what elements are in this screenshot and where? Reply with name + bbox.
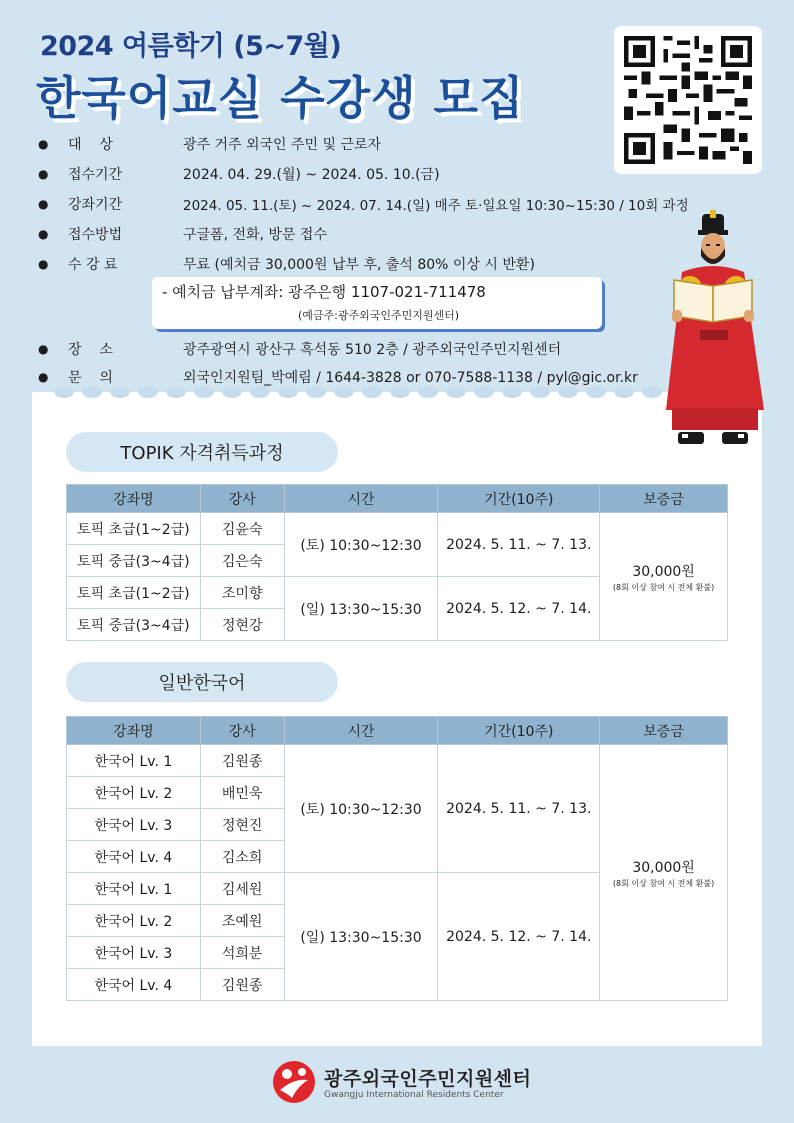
time-cell: (토) 10:30~12:30 bbox=[284, 513, 438, 577]
notebook-holes bbox=[32, 386, 762, 400]
qr-code-icon[interactable] bbox=[614, 26, 762, 174]
info-row-course-period bbox=[38, 194, 689, 214]
info-value: 무료 (예치금 30,000원 납부 후, 출석 80% 이상 시 반환) bbox=[183, 257, 535, 273]
info-row-fee bbox=[38, 254, 535, 274]
info-value: 구글폼, 전화, 방문 접수 bbox=[183, 227, 327, 243]
teacher-cell: 정현진 bbox=[200, 809, 284, 841]
deposit-amount: 30,000원 bbox=[632, 859, 695, 876]
bullet-icon: ● bbox=[38, 370, 49, 384]
column-header: 시간 bbox=[284, 717, 438, 745]
teacher-cell: 정현강 bbox=[200, 609, 284, 641]
table-row bbox=[67, 745, 728, 777]
bullet-icon: ● bbox=[38, 137, 49, 151]
deposit-note: (8회 이상 참여 시 전체 환불) bbox=[612, 582, 715, 592]
course-cell: 한국어 Lv. 2 bbox=[67, 777, 201, 809]
info-label: 수 강 료 bbox=[68, 257, 118, 273]
course-cell: 한국어 Lv. 1 bbox=[67, 873, 201, 905]
teacher-cell: 김은숙 bbox=[200, 545, 284, 577]
course-cell: 한국어 Lv. 3 bbox=[67, 937, 201, 969]
table-row bbox=[67, 513, 728, 545]
info-row-target bbox=[38, 134, 381, 154]
column-header: 기간(10주) bbox=[438, 485, 600, 513]
course-cell: 토픽 중급(3~4급) bbox=[67, 545, 201, 577]
info-row-registration-period bbox=[38, 164, 440, 184]
teacher-cell: 조미향 bbox=[200, 577, 284, 609]
info-label: 강좌기간 bbox=[68, 197, 123, 213]
period-cell: 2024. 5. 11. ~ 7. 13. bbox=[438, 745, 600, 873]
deposit-cell bbox=[600, 745, 728, 1001]
teacher-cell: 김세원 bbox=[200, 873, 284, 905]
general-table bbox=[66, 716, 728, 1001]
period-cell: 2024. 5. 11. ~ 7. 13. bbox=[438, 513, 600, 577]
course-cell: 토픽 초급(1~2급) bbox=[67, 513, 201, 545]
info-label: 접수기간 bbox=[68, 167, 123, 183]
org-name: 광주외국인주민지원센터 bbox=[324, 1068, 532, 1090]
info-label: 문 의 bbox=[68, 370, 113, 386]
column-header: 기간(10주) bbox=[438, 717, 600, 745]
page-title: 한국어교실 수강생 모집 bbox=[36, 71, 525, 125]
teacher-cell: 석희분 bbox=[200, 937, 284, 969]
course-cell: 한국어 Lv. 4 bbox=[67, 841, 201, 873]
column-header: 강사 bbox=[200, 717, 284, 745]
deposit-cell bbox=[600, 513, 728, 641]
teacher-cell: 김원종 bbox=[200, 745, 284, 777]
time-cell: (토) 10:30~12:30 bbox=[284, 745, 438, 873]
info-label: 장 소 bbox=[68, 342, 113, 358]
teacher-cell: 김윤숙 bbox=[200, 513, 284, 545]
info-value: 2024. 04. 29.(월) ~ 2024. 05. 10.(금) bbox=[183, 167, 440, 183]
deposit-amount: 30,000원 bbox=[632, 563, 695, 580]
bullet-icon: ● bbox=[38, 257, 49, 271]
info-value: 2024. 05. 11.(토) ~ 2024. 07. 14.(일) 매주 토·일요일 10:30~15:30 / 10회 과정 bbox=[183, 198, 689, 214]
org-name-en: Gwangju International Residents Center bbox=[324, 1090, 504, 1100]
bullet-icon: ● bbox=[38, 227, 49, 241]
course-cell: 토픽 중급(3~4급) bbox=[67, 609, 201, 641]
teacher-cell: 배민욱 bbox=[200, 777, 284, 809]
topik-section-title: TOPIK 자격취득과정 bbox=[66, 432, 338, 472]
account-line: - 예치금 납부계좌: 광주은행 1107-021-711478 bbox=[162, 283, 486, 301]
column-header: 강사 bbox=[200, 485, 284, 513]
page-subtitle: 2024 여름학기 (5~7월) bbox=[40, 31, 342, 62]
info-value: 광주 거주 외국인 주민 및 근로자 bbox=[183, 137, 382, 153]
course-cell: 토픽 초급(1~2급) bbox=[67, 577, 201, 609]
column-header: 강좌명 bbox=[67, 485, 201, 513]
topik-table bbox=[66, 484, 728, 641]
account-box bbox=[152, 277, 602, 329]
bullet-icon: ● bbox=[38, 197, 49, 211]
info-value: 외국인지원팀_박예림 / 1644-3828 or 070-7588-1138 / pyl@gic.or.kr bbox=[183, 370, 638, 386]
course-cell: 한국어 Lv. 3 bbox=[67, 809, 201, 841]
info-label: 대 상 bbox=[68, 137, 113, 153]
time-cell: (일) 13:30~15:30 bbox=[284, 873, 438, 1001]
info-value: 광주광역시 광산구 흑석동 510 2층 / 광주외국인주민지원센터 bbox=[183, 342, 562, 358]
info-row-contact bbox=[38, 367, 638, 387]
deposit-note: (8회 이상 참여 시 전체 환불) bbox=[612, 878, 715, 888]
column-header: 강좌명 bbox=[67, 717, 201, 745]
info-label: 접수방법 bbox=[68, 227, 123, 243]
teacher-cell: 김원종 bbox=[200, 969, 284, 1001]
bullet-icon: ● bbox=[38, 167, 49, 181]
info-row-registration-method bbox=[38, 224, 327, 244]
account-holder: (예금주:광주외국인주민지원센터) bbox=[298, 309, 460, 322]
info-row-location bbox=[38, 339, 561, 359]
king-illustration-icon bbox=[660, 210, 770, 450]
course-cell: 한국어 Lv. 4 bbox=[67, 969, 201, 1001]
general-section-title: 일반한국어 bbox=[66, 662, 338, 702]
period-cell: 2024. 5. 12. ~ 7. 14. bbox=[438, 873, 600, 1001]
period-cell: 2024. 5. 12. ~ 7. 14. bbox=[438, 577, 600, 641]
org-logo bbox=[272, 1058, 532, 1108]
column-header: 시간 bbox=[284, 485, 438, 513]
course-cell: 한국어 Lv. 1 bbox=[67, 745, 201, 777]
teacher-cell: 김소희 bbox=[200, 841, 284, 873]
column-header: 보증금 bbox=[600, 717, 728, 745]
time-cell: (일) 13:30~15:30 bbox=[284, 577, 438, 641]
org-logo-icon bbox=[272, 1060, 316, 1104]
column-header: 보증금 bbox=[600, 485, 728, 513]
bullet-icon: ● bbox=[38, 342, 49, 356]
teacher-cell: 조예원 bbox=[200, 905, 284, 937]
course-cell: 한국어 Lv. 2 bbox=[67, 905, 201, 937]
